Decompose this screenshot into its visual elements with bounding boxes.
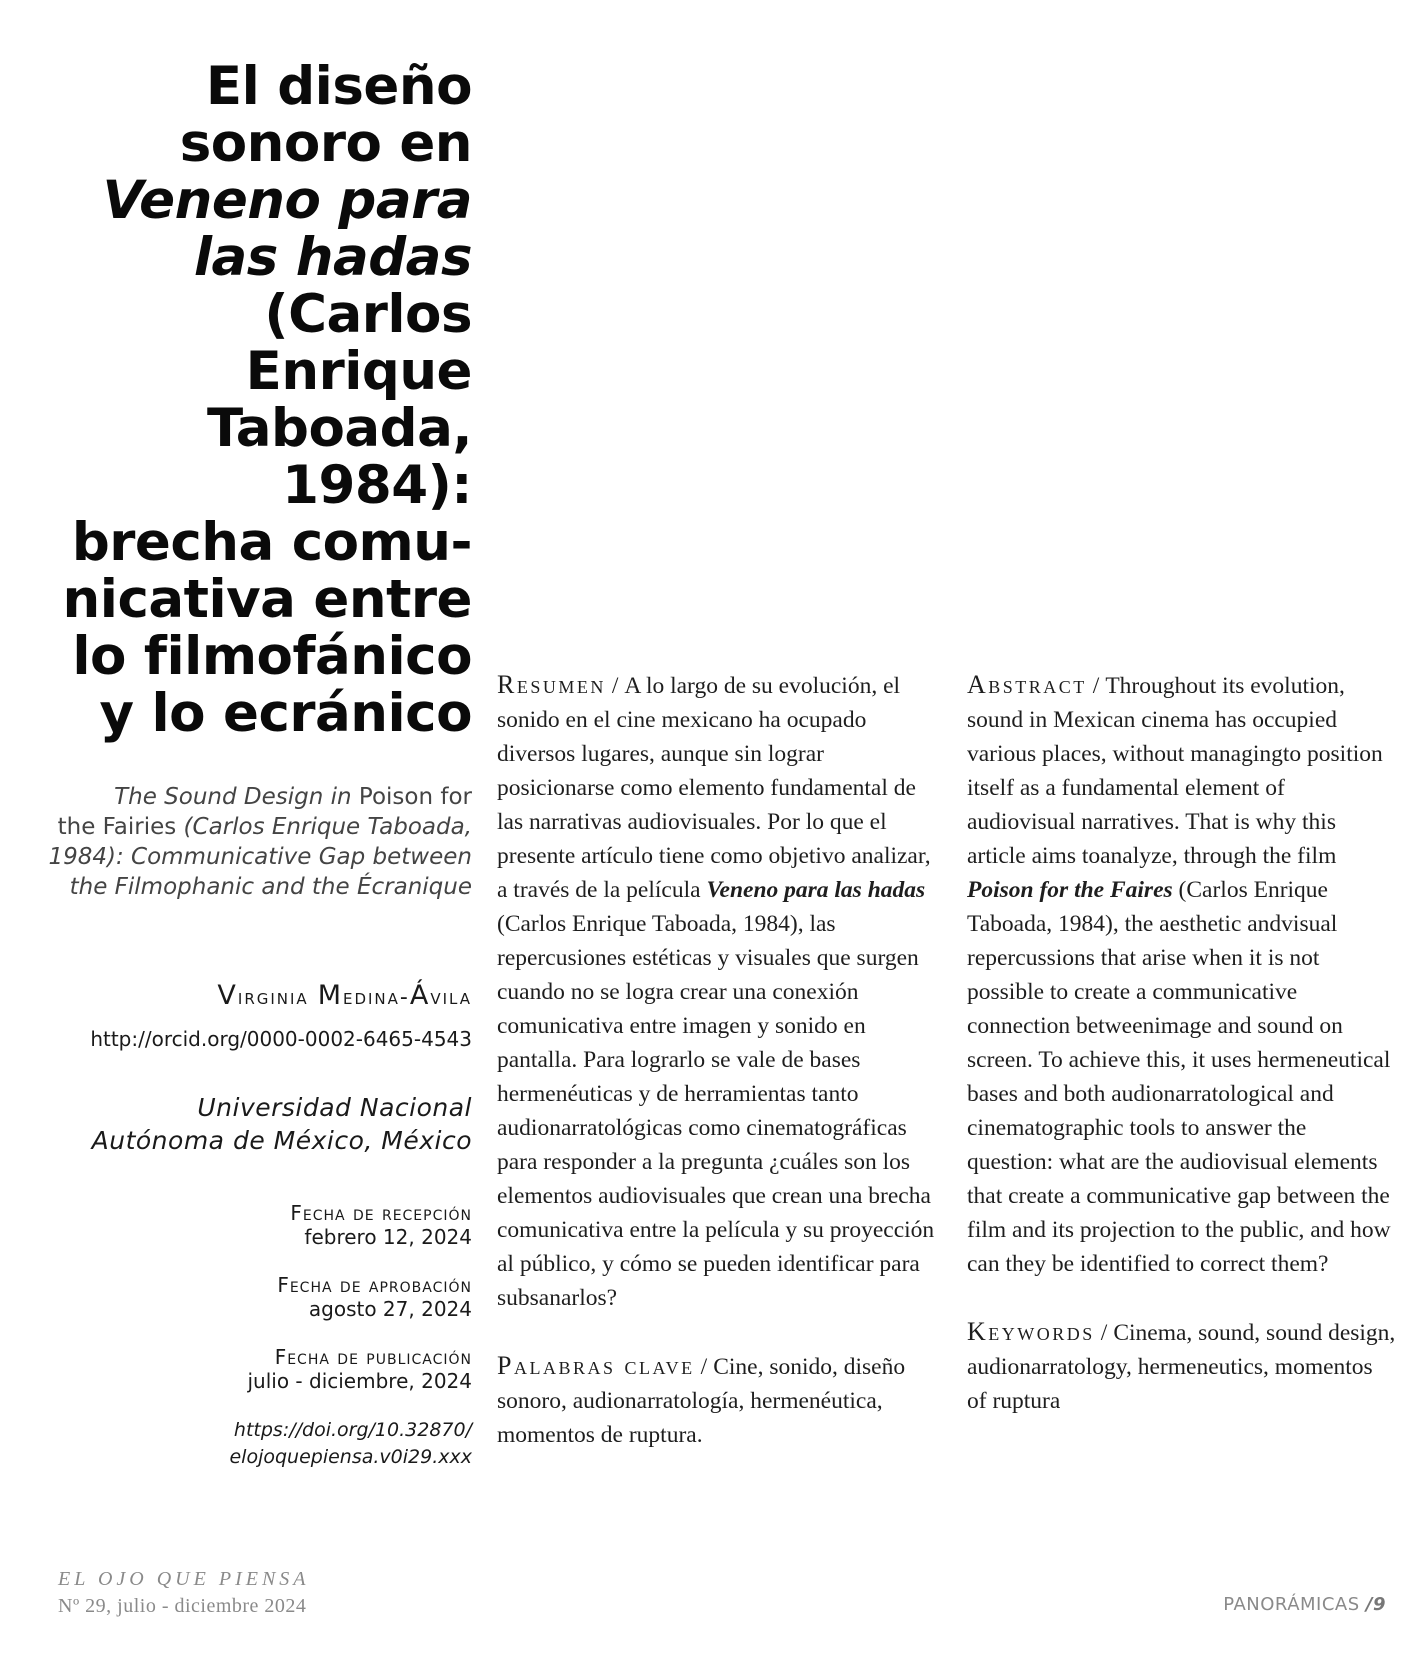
article-title — [40, 58, 472, 742]
english-title — [40, 782, 472, 902]
date-label: Fecha de recepción — [290, 1201, 472, 1225]
page-footer — [1223, 1594, 1386, 1615]
separator: / — [1092, 673, 1100, 699]
date-label: Fecha de publicación — [274, 1345, 472, 1369]
subtitle-part: The Sound Design in — [114, 784, 352, 810]
dates-list — [40, 1201, 472, 1393]
author-initial: V — [217, 980, 238, 1011]
resumen-text: (Carlos Enrique Taboada, 1984), las repercusiones estéticas y visuales que surgen cuando no se logra crear una conexión comunicativa entre imagen y sonido en pantalla. Para lograrlo se vale de bases hermenéuticas y de herramientas tanto audionarratológicas como cinematográficas para responder a la pregunta ¿cuáles son los elementos audiovisuales que crean una brecha comunicativa entre la película y su proyección al público, y cómo se pueden identificar para subsanarlos? — [497, 911, 935, 1311]
subtitle-part: Poison for — [351, 784, 472, 810]
subtitle-part: the Filmophanic and the Écranique — [69, 874, 472, 900]
section-name: PANORÁMICAS — [1223, 1594, 1366, 1615]
keywords-text: Cinema, sound, sound design, audionarratology, hermeneutics, momentos of ruptura — [967, 1320, 1396, 1414]
resumen-text: A lo largo de su evolución, el sonido en el cine mexicano ha ocupado diversos lugares, aunque sin lograr posicionarse como elemento fundamental de las narrativas audiovisuales. Por lo que el presente artículo tiene como objetivo analizar, a través de la película — [497, 673, 931, 903]
author-rest: vila — [430, 985, 472, 1010]
doi-line: elojoquepiensa.v0i29.xxx — [229, 1446, 472, 1468]
abstract-text: (Carlos Enrique Taboada, 1984), the aesthetic andvisual repercussions that arise when it is not possible to create a communicative connection betweenimage and sound on screen. To achieve this, it uses hermeneutical bases and both audionarratological and cinematographic tools to answer the question: what are the audiovisual elements that create a communicative gap between the film and its projection to the public, and how can they be identified to correct them? — [967, 877, 1391, 1277]
doi-link[interactable] — [40, 1417, 472, 1471]
abstract-paragraph — [967, 668, 1397, 1281]
separator: / — [611, 673, 619, 699]
palabras-label: Palabras clave — [497, 1351, 695, 1380]
english-column — [967, 668, 1397, 1418]
journal-name: EL OJO QUE PIENSA — [58, 1568, 310, 1590]
date-published — [40, 1345, 472, 1393]
subtitle-part: 1984): Communicative Gap between — [48, 844, 472, 870]
date-value: febrero 12, 2024 — [304, 1225, 472, 1249]
affiliation-line: Universidad Nacional — [197, 1093, 472, 1122]
title-line: El diseño — [205, 56, 472, 117]
title-line-film: Veneno para — [102, 170, 472, 231]
resumen-label: Resumen — [497, 670, 606, 699]
author-initial: Á — [409, 980, 431, 1011]
doi-line: https://doi.org/10.32870/ — [233, 1419, 472, 1441]
title-line: Taboada, 1984): — [206, 398, 472, 516]
page-number: /9 — [1365, 1594, 1386, 1615]
resumen-paragraph — [497, 668, 941, 1315]
affiliation-line: Autónoma de México, México — [91, 1126, 472, 1155]
palabras-clave-paragraph — [497, 1349, 941, 1452]
subtitle-part: (Carlos Enrique Taboada, — [176, 814, 472, 840]
title-line: y lo ecránico — [99, 683, 472, 744]
film-title: Veneno para las hadas — [706, 877, 926, 903]
title-line: brecha comu- — [71, 512, 472, 573]
front-matter — [40, 58, 472, 1471]
film-title: Poison for the Faires — [967, 877, 1173, 903]
affiliation — [40, 1091, 472, 1157]
palabras-text: Cine, sonido, diseño sonoro, audionarratología, hermenéutica, momentos de ruptura. — [497, 1354, 906, 1448]
title-line: lo filmofánico — [72, 626, 472, 687]
subtitle-part: the Fairies — [57, 814, 177, 840]
date-label: Fecha de aprobación — [277, 1273, 472, 1297]
title-line: (Carlos Enrique — [245, 284, 472, 402]
orcid-link[interactable]: http://orcid.org/0000-0002-6465-4543 — [90, 1027, 472, 1051]
date-approved — [40, 1273, 472, 1321]
abstract-text: Throughout its evolution, sound in Mexican cinema has occupied various places, without managingto position itself as a fundamental element of audiovisual narratives. That is why this article aims toanalyze, through the film — [967, 673, 1383, 869]
date-value: agosto 27, 2024 — [308, 1297, 472, 1321]
separator: / — [700, 1354, 708, 1380]
author-rest: irginia — [237, 985, 318, 1010]
separator: / — [1100, 1320, 1108, 1346]
keywords-label: Keywords — [967, 1317, 1095, 1346]
date-value: julio - diciembre, 2024 — [247, 1369, 472, 1393]
title-line-film: las hadas — [193, 227, 472, 288]
author-name — [40, 980, 472, 1011]
title-line: sonoro en — [179, 113, 472, 174]
date-received — [40, 1201, 472, 1249]
author-rest: edina- — [342, 985, 410, 1010]
spanish-column — [497, 668, 941, 1452]
issue-info: Nº 29, julio - diciembre 2024 — [58, 1595, 307, 1617]
title-line: nicativa entre — [62, 569, 472, 630]
abstract-label: Abstract — [967, 670, 1087, 699]
keywords-paragraph — [967, 1315, 1397, 1418]
journal-footer — [58, 1568, 310, 1618]
author-initial: M — [317, 980, 343, 1011]
